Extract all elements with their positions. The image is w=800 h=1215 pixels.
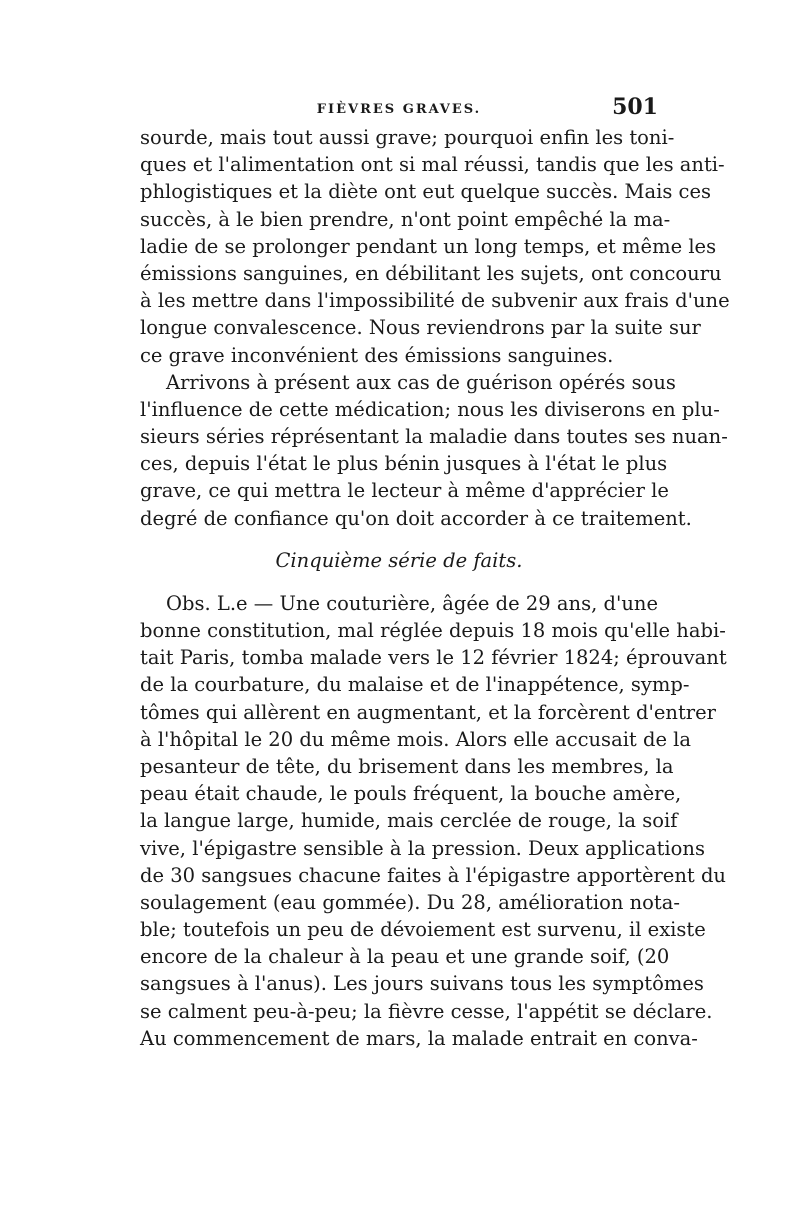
text-line: ladie de se prolonger pendant un long temps, et même les: [140, 234, 717, 258]
text-line: peau était chaude, le pouls fréquent, la bouche amère,: [140, 782, 682, 806]
running-head: [140, 94, 658, 124]
text-line: sourde, mais tout aussi grave; pourquoi enfin les toni-: [140, 126, 675, 149]
text-line: ble; toutefois un peu de dévoiement est survenu, il existe: [140, 918, 706, 942]
text-line: l'influence de cette médication; nous les diviserons en plu-: [140, 397, 720, 421]
text-line: de la courbature, du malaise et de l'inappétence, symp-: [140, 673, 690, 697]
text-line: ces, depuis l'état le plus bénin jusques à l'état le plus: [140, 452, 668, 476]
text-line: bonne constitution, mal réglée depuis 18 mois qu'elle habi-: [140, 619, 726, 642]
page-number: 501: [612, 94, 658, 120]
text-line: émissions sanguines, en débilitant les sujets, ont concouru: [140, 261, 722, 285]
running-title: FIÈVRES GRAVES.: [316, 102, 482, 117]
text-line: Obs. L.e — Une couturière, âgée de 29 ans, d'une: [166, 591, 658, 615]
text-line: encore de la chaleur à la peau et une grande soif, (20: [140, 945, 670, 969]
text-line: la langue large, humide, mais cerclée de rouge, la soif: [140, 809, 678, 833]
paragraph-1: [140, 124, 730, 369]
text-line: vive, l'épigastre sensible à la pression. Deux applications: [140, 836, 705, 860]
text-line: à l'hôpital le 20 du même mois. Alors elle accusait de la: [140, 727, 692, 751]
text-line: à les mettre dans l'impossibilité de subvenir aux frais d'une: [140, 289, 730, 313]
text-line: degré de confiance qu'on doit accorder à ce traitement.: [140, 506, 692, 530]
text-line: Arrivons à présent aux cas de guérison opérés sous: [166, 370, 676, 394]
text-line: sieurs séries réprésentant la maladie dans toutes ses nuan-: [140, 425, 728, 449]
section-heading: Cinquième série de faits.: [275, 548, 523, 572]
text-line: se calment peu-à-peu; la fièvre cesse, l'appétit se déclare.: [140, 999, 713, 1023]
text-line: tômes qui allèrent en augmentant, et la forcèrent d'entrer: [140, 700, 716, 724]
paragraph-2: [140, 369, 728, 532]
text-line: phlogistiques et la diète ont eut quelque succès. Mais ces: [140, 180, 711, 204]
text-line: succès, à le bien prendre, n'ont point empêché la ma-: [140, 207, 671, 231]
text-line: pesanteur de tête, du brisement dans les membres, la: [140, 754, 674, 778]
text-line: ques et l'alimentation ont si mal réussi, tandis que les anti-: [140, 153, 725, 177]
text-line: grave, ce qui mettra le lecteur à même d'apprécier le: [140, 479, 669, 503]
text-line: Au commencement de mars, la malade entrait en conva-: [140, 1026, 698, 1050]
text-line: longue convalescence. Nous reviendrons par la suite sur: [140, 316, 701, 340]
text-line: tait Paris, tomba malade vers le 12 février 1824; éprouvant: [140, 646, 727, 670]
text-line: sangsues à l'anus). Les jours suivans tous les symptômes: [140, 972, 704, 996]
paragraph-3: [140, 590, 727, 1052]
text-block: [140, 124, 730, 1052]
text-line: soulagement (eau gommée). Du 28, amélioration nota-: [140, 890, 680, 914]
text-line: ce grave inconvénient des émissions sanguines.: [140, 343, 614, 367]
text-line: de 30 sangsues chacune faites à l'épigastre apportèrent du: [140, 863, 726, 887]
